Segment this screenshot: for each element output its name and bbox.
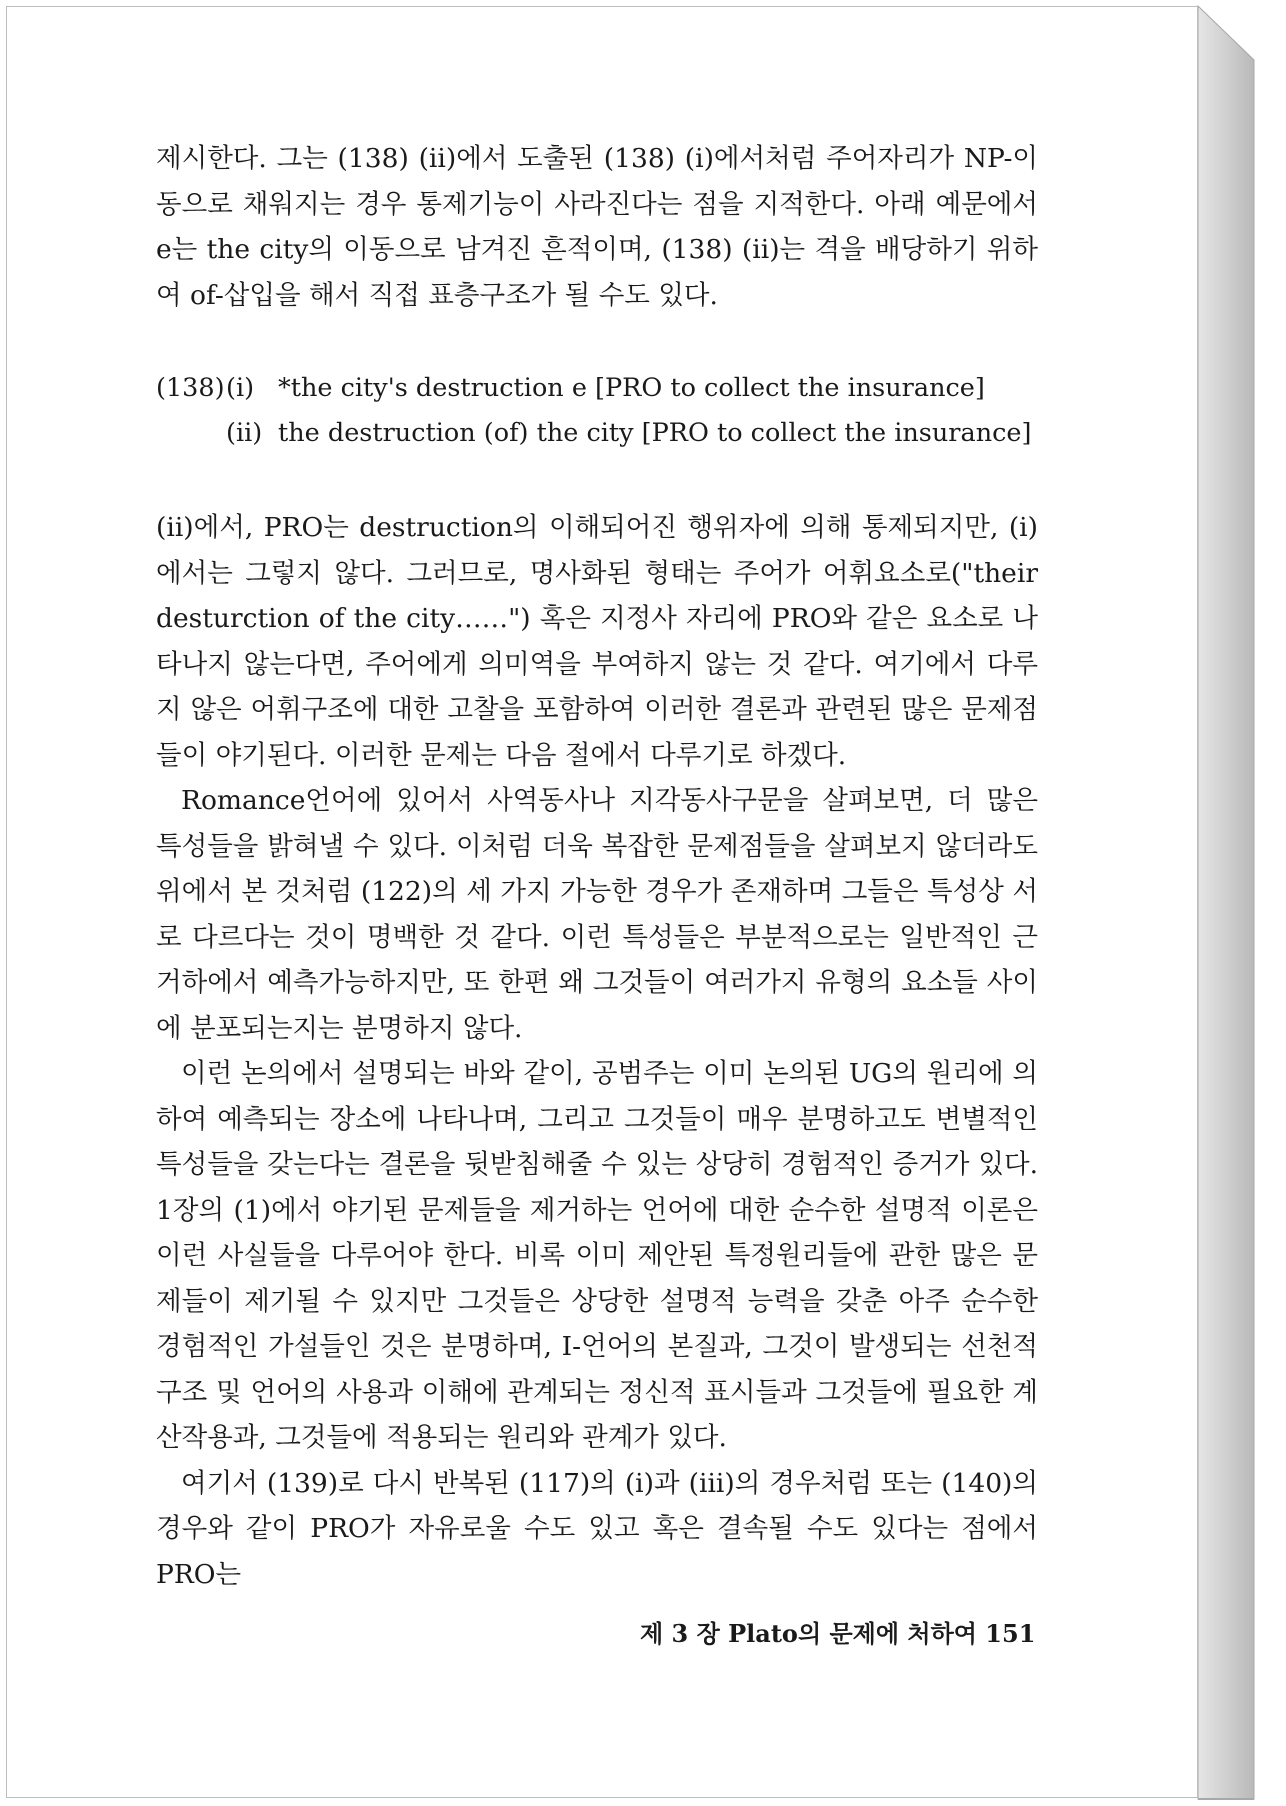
paragraph-3: 이런 논의에서 설명되는 바와 같이, 공범주는 이미 논의된 UG의 원리에 의하여 예측되는 장소에 나타나며, 그리고 그것들이 매우 분명하고도 변별적인 특성들을 갖는다는 결론을 뒷받침해줄 수 있는 상당히 경험적인 증거가 있다. 1장의 (1)에서 야기된 문제들을 제거하는 언어에 대한 순수한 설명적 이론은 이런 사실들을 다루어야 한다. 비록 이미 제안된 특정원리들에 관한 많은 문제들이 제기될 수 있지만 그것들은 상당한 설명적 능력을 갖춘 아주 순수한 경험적인 가설들인 것은 분명하며, I-언어의 본질과, 그것이 발생되는 선천적 구조 및 언어의 사용과 이해에 관계되는 정신적 표시들과 그것들에 필요한 계산작용과, 그것들에 적용되는 원리와 관계가 있다. xyxy=(156,1058,1038,1453)
example-number: (138) xyxy=(156,373,225,403)
paragraph-2: Romance언어에 있어서 사역동사나 지각동사구문을 살펴보면, 더 많은 특성들을 밝혀낼 수 있다. 이처럼 더욱 복잡한 문제점들을 살펴보지 않더라도 위에서 본 것처럼 (122)의 세 가지 가능한 경우가 존재하며 그들은 특성상 서로 다르다는 것이 명백한 것 같다. 이런 특성들은 부분적으로는 일반적인 근거하에서 예측가능하지만, 또 한편 왜 그것들이 여러가지 유형의 요소들 사이에 분포되는지는 분명하지 않다. xyxy=(156,785,1038,1044)
running-footer: 제 3 장 Plato의 문제에 처하여 151 xyxy=(640,1619,1036,1648)
paragraph-4: 여기서 (139)로 다시 반복된 (117)의 (i)과 (iii)의 경우처럼 또는 (140)의 경우와 같이 PRO가 자유로울 수도 있고 혹은 결속될 수도 있다는 점에서 PRO는 xyxy=(156,1467,1038,1590)
example-text-i: *the city's destruction e [PRO to collect the insurance] xyxy=(278,373,985,403)
example-block-138 xyxy=(156,366,1038,456)
paragraph-1: (ii)에서, PRO는 destruction의 이해되어진 행위자에 의해 통제되지만, (i)에서는 그렇지 않다. 그러므로, 명사화된 형태는 주어가 어휘요소로("their desturction of the city……") 혹은 지정사 자리에 PRO와 같은 요소로 나타나지 않는다면, 주어에게 의미역을 부여하지 않는 것 같다. 여기에서 다루지 않은 어휘구조에 대한 고찰을 포함하여 이러한 결론과 관련된 많은 문제점들이 야기된다. 이러한 문제는 다음 절에서 다루기로 하겠다. xyxy=(156,512,1038,771)
example-line-i xyxy=(156,366,1038,411)
example-line-ii xyxy=(156,411,1038,456)
page-body xyxy=(156,136,1038,1597)
example-label-ii: (ii) xyxy=(226,418,263,448)
paragraph-intro: 제시한다. 그는 (138) (ii)에서 도출된 (138) (i)에서처럼 주어자리가 NP-이동으로 채워지는 경우 통제기능이 사라진다는 점을 지적한다. 아래 예문에서 e는 the city의 이동으로 남겨진 흔적이며, (138) (ii)는 격을 배당하기 위하여 of-삽입을 해서 직접 표층구조가 될 수도 있다. xyxy=(156,143,1038,311)
example-label-i: (i) xyxy=(226,373,255,403)
example-text-ii: the destruction (of) the city [PRO to collect the insurance] xyxy=(278,418,1032,448)
